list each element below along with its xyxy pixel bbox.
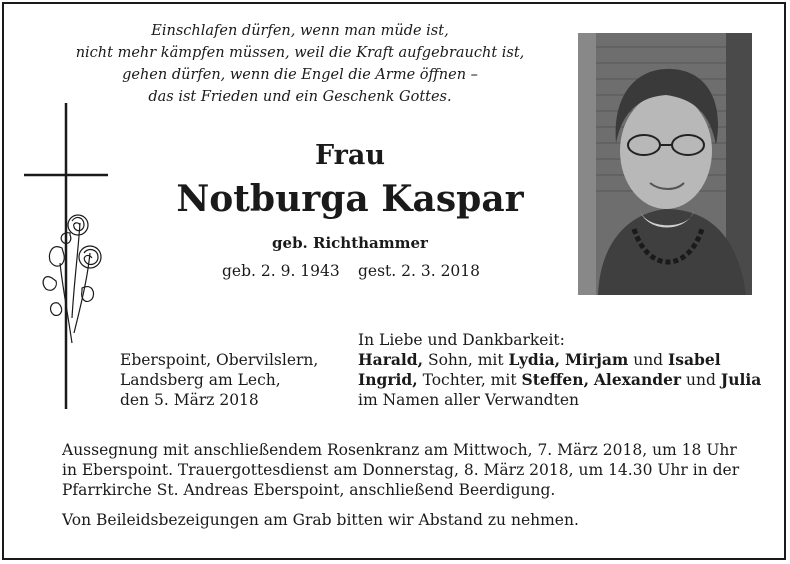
death-date: gest. 2. 3. 2018 [358, 262, 481, 280]
cross-with-rose-icon [22, 103, 112, 413]
service-line: Aussegnung mit anschließendem Rosenkranz am Mittwoch, 7. März 2018, um 18 Uhr [62, 441, 737, 459]
relation-text: Sohn, mit [423, 351, 509, 369]
mourners-closing: im Namen aller Verwandten [358, 391, 579, 409]
poem-line: Einschlafen dürfen, wenn man müde ist, [151, 23, 449, 39]
poem [30, 20, 570, 108]
place-line: Landsberg am Lech, [120, 371, 281, 389]
salutation: Frau [314, 140, 386, 171]
maiden-name: geb. Richthammer [272, 234, 428, 252]
poem-line: gehen dürfen, wenn die Engel die Arme öffnen – [122, 67, 478, 83]
place-line: Eberspoint, Obervilslern, [120, 351, 319, 369]
mourner-name: Ingrid, [358, 370, 418, 389]
mourner-name: Harald, [358, 350, 424, 369]
service-line: in Eberspoint. Trauergottesdienst am Donnerstag, 8. März 2018, um 14.30 Uhr in der [62, 461, 740, 479]
portrait-photo [578, 33, 752, 295]
date-line: den 5. März 2018 [120, 391, 259, 409]
poem-line: nicht mehr kämpfen müssen, weil die Kraft aufgebraucht ist, [75, 45, 525, 61]
service-line: Pfarrkirche St. Andreas Eberspoint, anschließend Beerdigung. [62, 481, 556, 499]
birth-date: geb. 2. 9. 1943 [222, 262, 340, 280]
mourners-list [358, 330, 761, 410]
conjunction-text: und [681, 371, 721, 389]
grandchild-name: Isabel [668, 350, 721, 369]
grandchild-name: Mirjam [565, 350, 629, 369]
closing-note: Von Beileidsbezeigungen am Grab bitten wir Abstand zu nehmen. [62, 511, 579, 529]
grandchild-name: Julia [720, 370, 762, 389]
service-info [62, 440, 739, 500]
mourner-line-daughter [358, 370, 761, 390]
grandchild-name: Alexander [593, 370, 682, 389]
mourner-line-son [358, 350, 761, 370]
poem-line: das ist Frieden und ein Geschenk Gottes. [148, 89, 452, 105]
conjunction-text: und [628, 351, 669, 369]
place-and-date [120, 350, 318, 410]
grandchild-name: Steffen, [521, 370, 589, 389]
relation-text: Tochter, mit [417, 371, 522, 389]
mourners-intro: In Liebe und Dankbarkeit: [358, 331, 565, 349]
grandchild-name: Lydia, [508, 350, 561, 369]
deceased-name: Notburga Kaspar [176, 178, 524, 220]
